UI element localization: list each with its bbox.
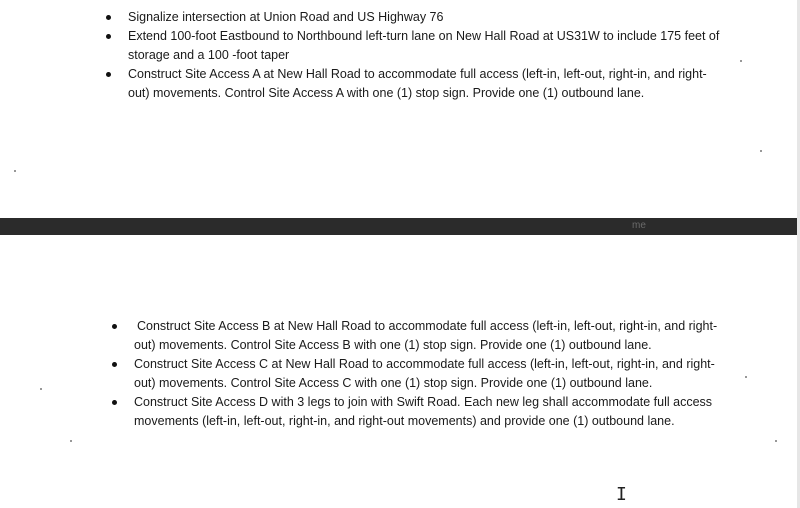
scan-speck: [740, 60, 742, 62]
list-item-text: Extend 100-foot Eastbound to Northbound left-turn lane on New Hall Road at US31W to include 175 feet of storage and a 100 -foot taper: [128, 29, 720, 62]
bullet-icon: [106, 72, 111, 77]
bullet-icon: [112, 400, 117, 405]
bullet-icon: [112, 362, 117, 367]
bullet-list-bottom: [134, 317, 734, 431]
text-cursor-icon: I: [616, 484, 627, 505]
bullet-list-top: [128, 8, 728, 103]
list-item: [128, 65, 728, 103]
list-item: [128, 27, 728, 65]
list-item-text: Signalize intersection at Union Road and US Highway 76: [128, 10, 444, 24]
list-item-text: Construct Site Access A at New Hall Road to accommodate full access (left-in, left-out, right-in, and right-out) movements. Control Site Access A with one (1) stop sign. Provide one (1) outbound lane.: [128, 67, 707, 100]
list-item-text: Construct Site Access D with 3 legs to join with Swift Road. Each new leg shall accommodate full access movements (left-in, left-out, right-in, and right-out movements) and provide one (1) outbound lane.: [134, 395, 713, 428]
list-item: [134, 355, 734, 393]
list-item-text: Construct Site Access C at New Hall Road to accommodate full access (left-in, left-out, right-in, and right-out) movements. Control Site Access C with one (1) stop sign. Provide one (1) outbound lane.: [134, 357, 715, 390]
list-item: [134, 317, 734, 355]
scan-speck: [40, 388, 42, 390]
list-item: [128, 8, 728, 27]
divider-overlay-text: me: [632, 220, 646, 231]
page-divider: [0, 218, 800, 235]
scan-speck: [14, 170, 16, 172]
scan-speck: [745, 376, 747, 378]
list-item: [134, 393, 734, 431]
scan-speck: [760, 150, 762, 152]
scan-speck: [70, 440, 72, 442]
scan-speck: [775, 440, 777, 442]
document-page-top: [0, 0, 800, 218]
bullet-icon: [106, 15, 111, 20]
bullet-icon: [112, 324, 117, 329]
bullet-icon: [106, 34, 111, 39]
list-item-text: Construct Site Access B at New Hall Road to accommodate full access (left-in, left-out, right-in, and right-out) movements. Control Site Access B with one (1) stop sign. Provide one (1) outbound lane.: [134, 319, 718, 352]
